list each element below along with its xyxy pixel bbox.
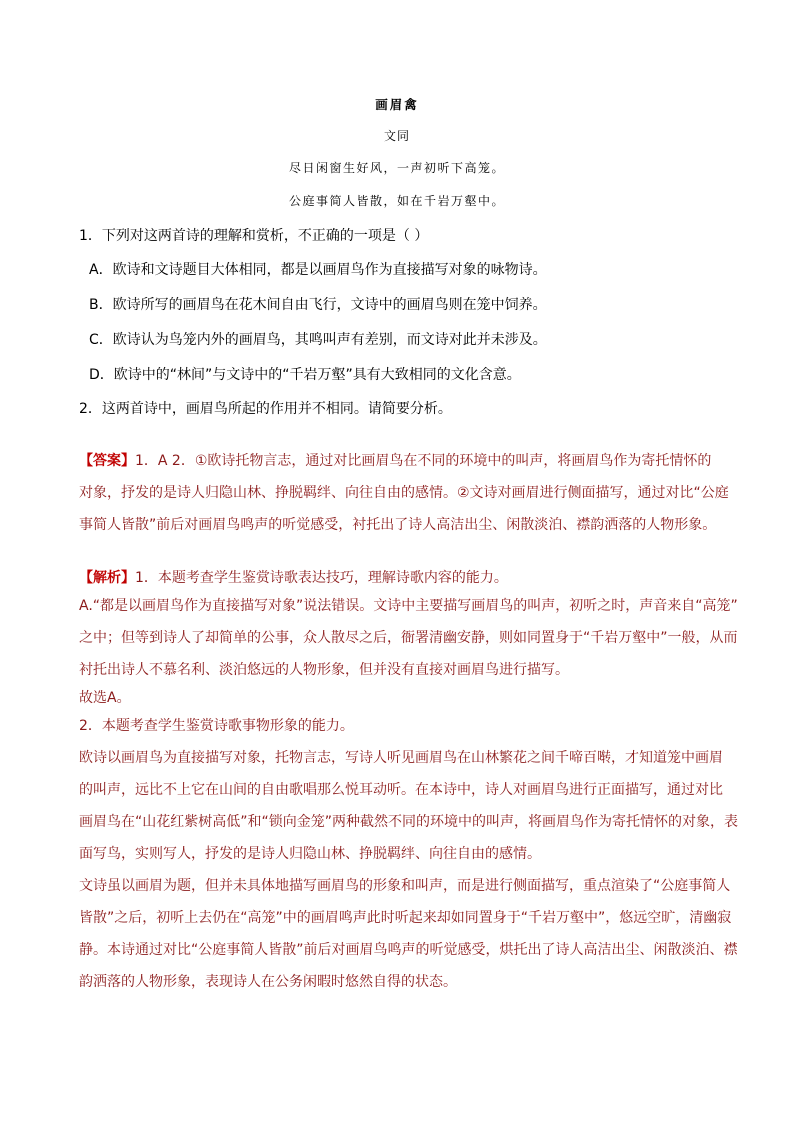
answer-block <box>79 445 729 541</box>
analysis-line: 欧诗以画眉鸟为直接描写对象，托物言志，写诗人听见画眉鸟在山林繁花之间千啼百啭，才知道笼中画眉 <box>79 750 723 766</box>
answer-line-2: 对象，抒发的是诗人归隐山林、挣脱羁绊、向往自由的感情。②文诗对画眉进行侧面描写，通过对比“公庭 <box>79 485 729 501</box>
questions-block <box>79 226 719 419</box>
analysis-tag: 【解析】 <box>79 570 135 586</box>
poem-block <box>0 96 794 210</box>
analysis-line: 2．本题考查学生鉴赏诗歌事物形象的能力。 <box>79 718 354 734</box>
analysis-line: 故选A。 <box>79 690 131 706</box>
poem-line-2: 公庭事简人皆散，如在千岩万壑中。 <box>288 194 505 208</box>
option-a: A．欧诗和文诗题目大体相同，都是以画眉鸟作为直接描写对象的咏物诗。 <box>89 262 547 278</box>
answer-text-1: 1．A 2．①欧诗托物言志，通过对比画眉鸟在不同的环境中的叫声，将画眉鸟作为寄托情怀的 <box>135 453 712 469</box>
question-1: 1．下列对这两首诗的理解和赏析，不正确的一项是（ ） <box>79 228 429 244</box>
analysis-line: 面写鸟，实则写人，抒发的是诗人归隐山林、挣脱羁绊、向往自由的感情。 <box>79 846 541 862</box>
option-d: D．欧诗中的“林间”与文诗中的“千岩万壑”具有大致相同的文化含意。 <box>89 367 521 383</box>
analysis-line: 文诗虽以画眉为题，但并未具体地描写画眉鸟的形象和叫声，而是进行侧面描写，重点渲染了“公庭事简人 <box>79 878 731 894</box>
analysis-line: 之中；但等到诗人了却简单的公事，众人散尽之后，衙署清幽安静，则如同置身于“千岩万壑中”一般，从而 <box>79 630 738 646</box>
analysis-line: 静。本诗通过对比“公庭事简人皆散”前后对画眉鸟鸣声的听觉感受，烘托出了诗人高洁出尘、闲散淡泊、襟 <box>79 942 738 958</box>
analysis-line: 的叫声，远比不上它在山间的自由歌唱那么悦耳动听。在本诗中，诗人对画眉鸟进行正面描写，通过对比 <box>79 782 723 798</box>
answer-line-3: 事简人皆散”前后对画眉鸟鸣声的听觉感受，衬托出了诗人高洁出尘、闲散淡泊、襟韵洒落的人物形象。 <box>79 517 717 533</box>
analysis-line: 画眉鸟在“山花红紫树高低”和“锁向金笼”两种截然不同的环境中的叫声，将画眉鸟作为寄托情怀的对象，表 <box>79 814 739 830</box>
answer-tag: 【答案】 <box>79 453 135 469</box>
option-c: C．欧诗认为鸟笼内外的画眉鸟，其鸣叫声有差别，而文诗对此并未涉及。 <box>89 332 547 348</box>
question-2: 2．这两首诗中，画眉鸟所起的作用并不相同。请简要分析。 <box>79 401 452 417</box>
option-b: B．欧诗所写的画眉鸟在花木间自由飞行，文诗中的画眉鸟则在笼中饲养。 <box>89 297 547 313</box>
answer-line-1 <box>79 445 723 477</box>
analysis-line: A.“都是以画眉鸟作为直接描写对象”说法错误。文诗中主要描写画眉鸟的叫声，初听之时，声音来自“高笼” <box>79 598 738 614</box>
analysis-line-0 <box>79 566 723 590</box>
poem-author: 文同 <box>383 129 410 143</box>
analysis-block <box>79 566 739 998</box>
poem-title: 画眉禽 <box>375 97 419 112</box>
analysis-first: 1．本题考查学生鉴赏诗歌表达技巧，理解诗歌内容的能力。 <box>135 570 508 586</box>
analysis-line: 韵洒落的人物形象，表现诗人在公务闲暇时悠然自得的状态。 <box>79 974 457 990</box>
analysis-line: 皆散”之后，初听上去仍在“高笼”中的画眉鸣声此时听起来却如同置身于“千岩万壑中”，悠远空旷，清幽寂 <box>79 910 732 926</box>
analysis-line: 衬托出诗人不慕名利、淡泊悠远的人物形象，但并没有直接对画眉鸟进行描写。 <box>79 662 569 678</box>
poem-line-1: 尽日闲窗生好风，一声初听下高笼。 <box>288 161 505 175</box>
